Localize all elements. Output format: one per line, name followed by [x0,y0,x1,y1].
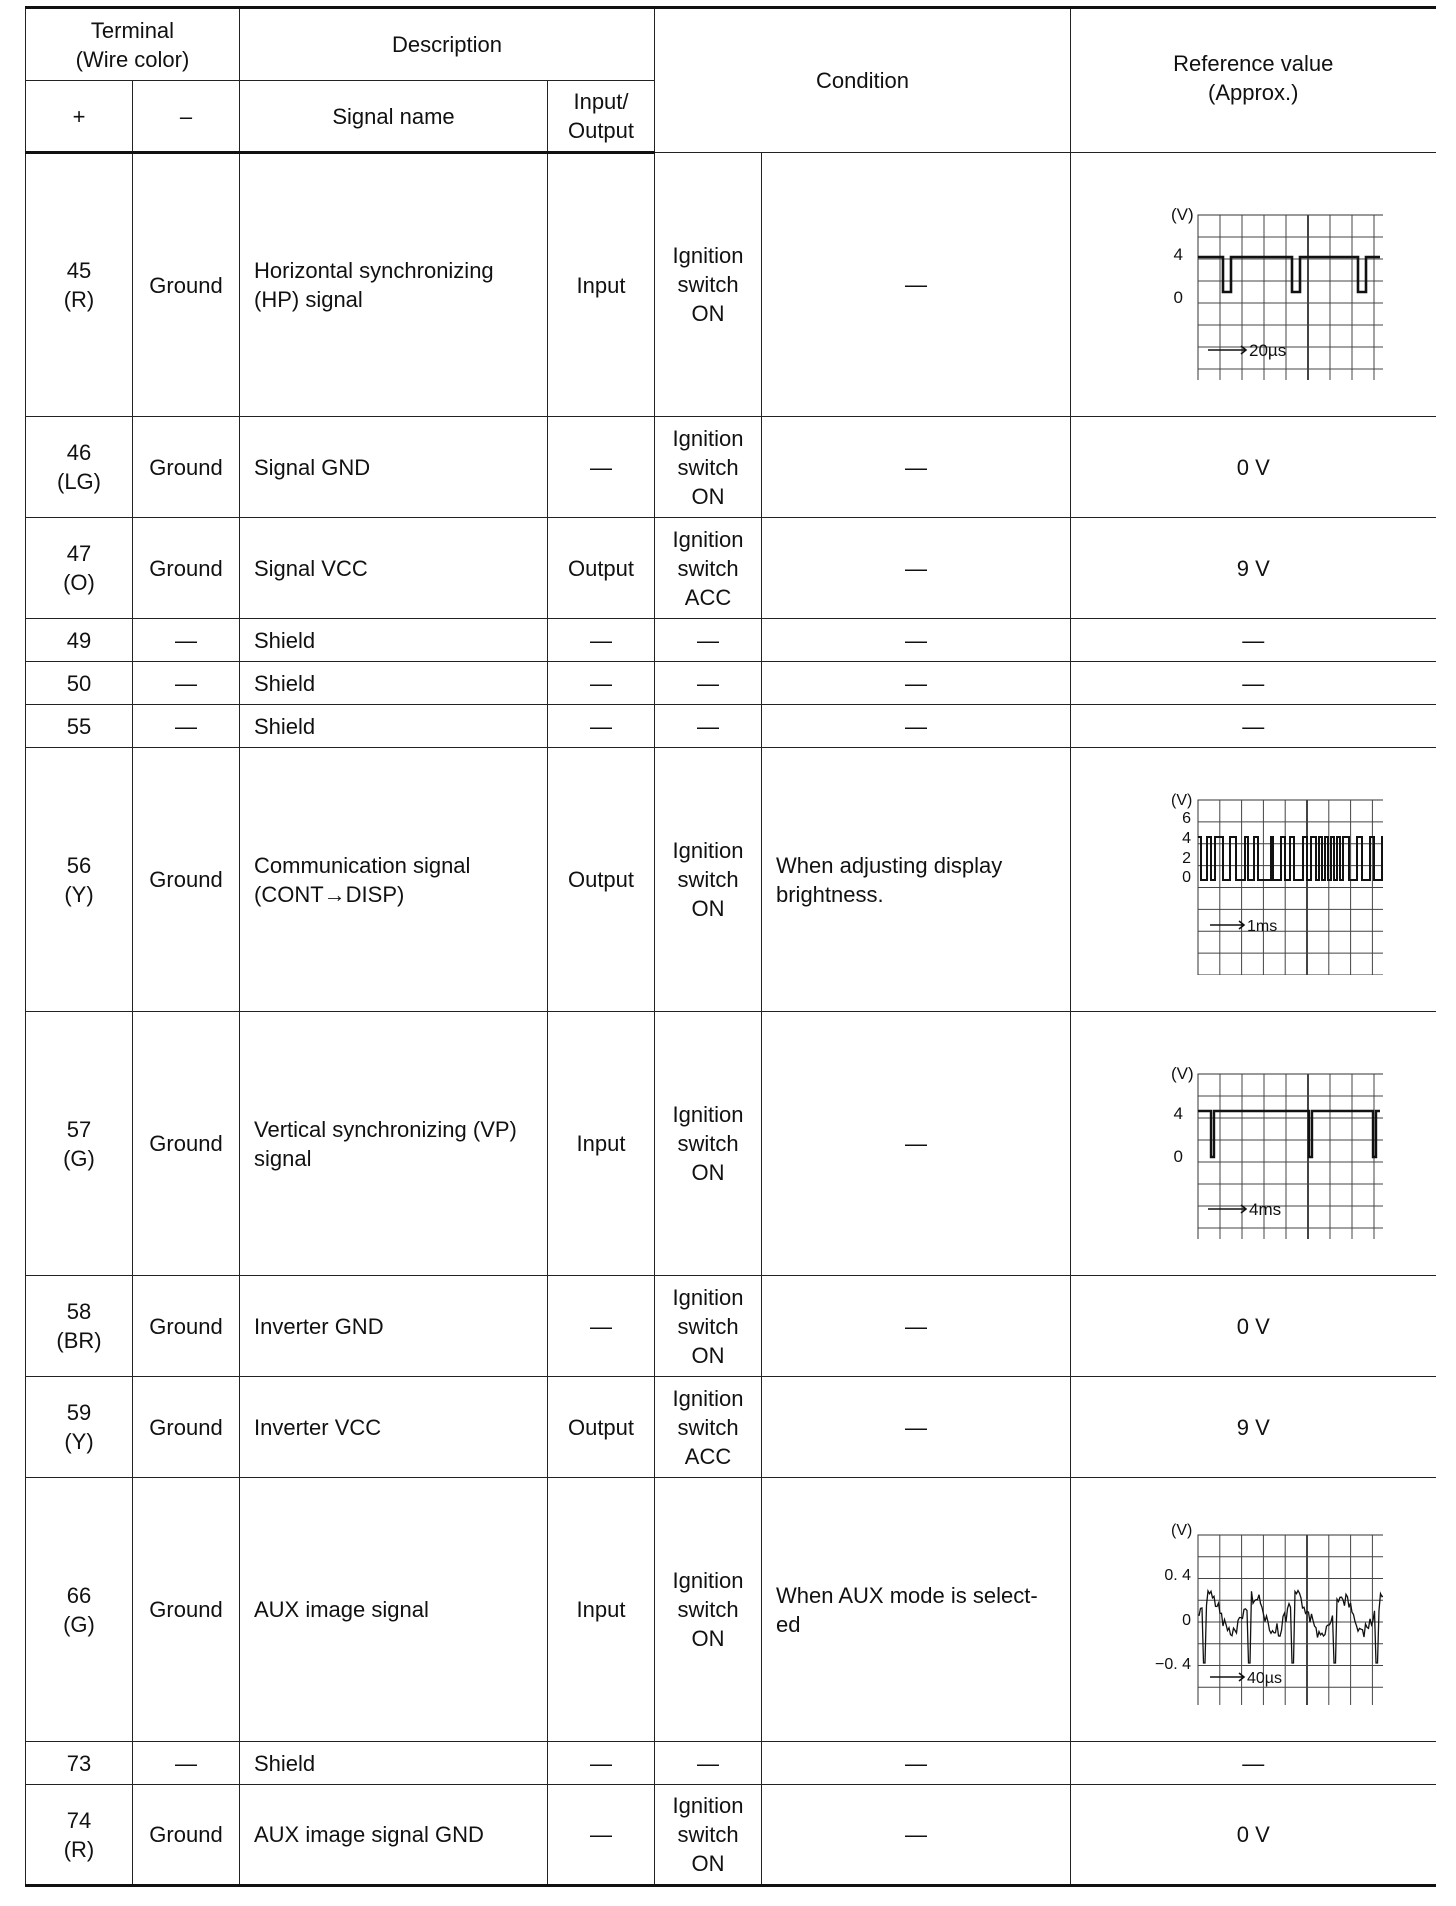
condition-cell: — [762,518,1071,619]
y-unit-label: (V) [1171,1521,1193,1539]
ground-cell: — [133,662,240,705]
condition-cell: — [762,417,1071,518]
table-row [26,1785,1436,1886]
y-label-4: 4 [1173,1103,1184,1123]
ground-cell: Ground [133,417,240,518]
io-cell: Output [548,518,655,619]
signal-name-cell: Vertical synchronizing (VP) signal [240,1012,548,1276]
ignition-cell: Ignition switch ON [655,1276,762,1377]
condition-cell: When AUX mode is select- ed [762,1478,1071,1742]
condition-cell: — [762,619,1071,662]
time-scale-label: 40µs [1247,1669,1283,1687]
table-row [26,1377,1436,1478]
header-minus: – [133,81,240,153]
condition-cell: — [762,1276,1071,1377]
terminal-cell: 56 (Y) [26,748,133,1012]
table-row [26,518,1436,619]
table-row [26,662,1436,705]
io-cell: — [548,662,655,705]
terminal-cell: 66 (G) [26,1478,133,1742]
table-row [26,748,1436,1012]
signal-name-cell: Shield [240,705,548,748]
ground-cell: — [133,1742,240,1785]
ground-cell: Ground [133,1478,240,1742]
signal-name-cell: Inverter VCC [240,1377,548,1478]
ground-cell: Ground [133,1276,240,1377]
aux-image-signal-waveform [1123,1515,1383,1705]
table-row [26,1276,1436,1377]
time-scale-label: 20µs [1249,340,1287,360]
table-row [26,417,1436,518]
io-cell: Output [548,748,655,1012]
io-cell: — [548,417,655,518]
ignition-cell: Ignition switch ON [655,153,762,417]
signal-name-cell: AUX image signal [240,1478,548,1742]
ignition-cell: Ignition switch ON [655,1785,762,1886]
hp-signal-waveform [1123,190,1383,380]
table-row [26,153,1436,417]
reference-cell: — [1071,705,1436,748]
terminal-cell: 57 (G) [26,1012,133,1276]
terminal-cell: 73 [26,1742,133,1785]
reference-cell: 0 V [1071,1785,1436,1886]
reference-cell: 0 V [1071,1276,1436,1377]
waveform-trace [1199,1590,1383,1663]
y-label-4: 4 [1173,244,1184,264]
io-cell: Input [548,1012,655,1276]
y-label-pos: 0. 4 [1164,1566,1192,1584]
io-cell: — [548,1742,655,1785]
table-row [26,1012,1436,1276]
header-plus: + [26,81,133,153]
condition-cell: — [762,705,1071,748]
terminal-cell: 50 [26,662,133,705]
ground-cell: — [133,705,240,748]
header-reference-value: Reference value (Approx.) [1071,8,1436,153]
signal-name-cell: AUX image signal GND [240,1785,548,1886]
header-input-output: Input/ Output [548,81,655,153]
y-label-0: 0 [1182,868,1192,886]
io-cell: — [548,705,655,748]
time-scale-arrow [1210,921,1244,929]
terminal-cell: 59 (Y) [26,1377,133,1478]
ignition-cell: — [655,662,762,705]
terminal-cell: 58 (BR) [26,1276,133,1377]
reference-cell: — [1071,1742,1436,1785]
table-row [26,619,1436,662]
terminal-cell: 49 [26,619,133,662]
ignition-cell: Ignition switch ON [655,1478,762,1742]
header-signal-name: Signal name [240,81,548,153]
signal-name-cell: Signal GND [240,417,548,518]
y-label-neg: −0. 4 [1155,1655,1192,1673]
reference-cell [1071,1478,1436,1742]
communication-signal-waveform [1123,785,1383,975]
ignition-cell: Ignition switch ON [655,1012,762,1276]
header-condition: Condition [655,8,1071,153]
signal-name-cell: Communication signal (CONT→DISP) [240,748,548,1012]
reference-cell: 9 V [1071,1377,1436,1478]
table-row [26,1742,1436,1785]
y-label-4: 4 [1182,829,1192,847]
terminal-cell: 47 (O) [26,518,133,619]
header-terminal: Terminal (Wire color) [26,8,240,81]
table-row [26,1478,1436,1742]
time-scale-label: 1ms [1247,917,1278,935]
waveform-trace [1198,257,1380,292]
io-cell: — [548,1276,655,1377]
terminal-cell: 45 (R) [26,153,133,417]
condition-cell: — [762,1377,1071,1478]
y-label-0: 0 [1173,287,1184,307]
condition-cell: — [762,1012,1071,1276]
terminal-spec-table [25,6,1436,1887]
signal-name-cell: Shield [240,619,548,662]
ignition-cell: Ignition switch ACC [655,1377,762,1478]
io-cell: — [548,619,655,662]
y-unit-label: (V) [1171,1063,1194,1083]
signal-name-cell: Shield [240,1742,548,1785]
signal-name-cell: Signal VCC [240,518,548,619]
ignition-cell: Ignition switch ACC [655,518,762,619]
time-scale-label: 4ms [1249,1199,1282,1219]
scope-grid [1198,215,1383,380]
reference-cell: — [1071,662,1436,705]
condition-cell: — [762,153,1071,417]
ignition-cell: — [655,1742,762,1785]
y-label-0: 0 [1173,1146,1184,1166]
ground-cell: Ground [133,1012,240,1276]
ground-cell: — [133,619,240,662]
condition-cell: — [762,1742,1071,1785]
ignition-cell: Ignition switch ON [655,417,762,518]
terminal-cell: 55 [26,705,133,748]
io-cell: Input [548,1478,655,1742]
scope-grid [1198,1074,1383,1239]
ignition-cell: — [655,705,762,748]
ground-cell: Ground [133,153,240,417]
condition-cell: — [762,662,1071,705]
condition-cell: When adjusting display brightness. [762,748,1071,1012]
y-unit-label: (V) [1171,791,1193,809]
reference-cell [1071,153,1436,417]
io-cell: Input [548,153,655,417]
vp-signal-waveform [1123,1049,1383,1239]
terminal-cell: 74 (R) [26,1785,133,1886]
ignition-cell: Ignition switch ON [655,748,762,1012]
signal-name-cell: Horizontal synchronizing (HP) signal [240,153,548,417]
ground-cell: Ground [133,518,240,619]
ground-cell: Ground [133,1377,240,1478]
ignition-cell: — [655,619,762,662]
y-unit-label: (V) [1171,204,1194,224]
io-cell: Output [548,1377,655,1478]
signal-name-cell: Inverter GND [240,1276,548,1377]
y-label-0: 0 [1182,1611,1192,1629]
io-cell: — [548,1785,655,1886]
y-label-6: 6 [1182,809,1192,827]
header-description: Description [240,8,655,81]
reference-cell: — [1071,619,1436,662]
reference-cell: 0 V [1071,417,1436,518]
terminal-cell: 46 (LG) [26,417,133,518]
ground-cell: Ground [133,1785,240,1886]
table-row [26,705,1436,748]
y-label-2: 2 [1182,849,1192,867]
reference-cell [1071,1012,1436,1276]
condition-cell: — [762,1785,1071,1886]
time-scale-arrow [1210,1673,1244,1681]
reference-cell [1071,748,1436,1012]
signal-name-cell: Shield [240,662,548,705]
ground-cell: Ground [133,748,240,1012]
reference-cell: 9 V [1071,518,1436,619]
